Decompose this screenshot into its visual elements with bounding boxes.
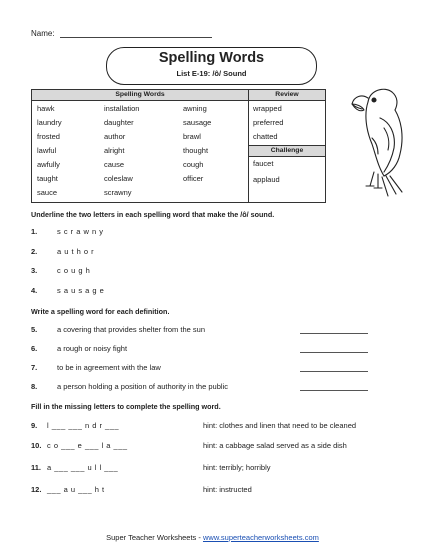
spelling-word-table (31, 89, 326, 203)
spelling-word: installation (104, 104, 140, 113)
page-title: Spelling Words (158, 50, 265, 66)
challenge-word: faucet (253, 159, 274, 168)
hint-text: hint: clothes and linen that need to be cleaned (203, 421, 357, 430)
item-number: 10. (31, 441, 42, 450)
item-word: c o u g h (57, 266, 91, 275)
review-word: chatted (253, 132, 278, 141)
list-subtitle: List E-19: /ô/ Sound (176, 69, 247, 78)
item-number: 1. (31, 227, 38, 236)
word-column-1 (37, 104, 62, 202)
spelling-word: cause (104, 160, 125, 169)
challenge-words (253, 159, 280, 191)
spelling-word: officer (183, 174, 204, 183)
item-number: 8. (31, 382, 38, 391)
answer-line[interactable] (300, 333, 368, 334)
review-word: preferred (253, 118, 284, 127)
spelling-word: brawl (183, 132, 201, 141)
answer-line[interactable] (300, 390, 368, 391)
spelling-word: coleslaw (104, 174, 133, 183)
spelling-word: awfully (37, 160, 60, 169)
item-number: 11. (31, 463, 42, 472)
item-number: 4. (31, 286, 38, 295)
definition-text: to be in agreement with the law (57, 363, 161, 372)
review-word: wrapped (253, 104, 282, 113)
fill-in-pattern[interactable]: c o ___ e ___ l a ___ (47, 441, 128, 450)
spelling-words-header: Spelling Words (32, 90, 248, 101)
section3-instruction: Fill in the missing letters to complete the spelling word. (31, 402, 221, 411)
fill-in-pattern[interactable]: l ___ ___ n d r ___ (47, 421, 120, 430)
section1-instruction: Underline the two letters in each spelling word that make the /ô/ sound. (31, 210, 275, 219)
answer-line[interactable] (300, 352, 368, 353)
section2-instruction: Write a spelling word for each definition. (31, 307, 170, 316)
spelling-word: taught (37, 174, 58, 183)
item-word: s a u s a g e (57, 286, 105, 295)
item-number: 6. (31, 344, 38, 353)
review-words (253, 104, 283, 146)
spelling-word: thought (183, 146, 209, 155)
hint-text: hint: a cabbage salad served as a side dish (203, 441, 347, 450)
spelling-word: laundry (37, 118, 62, 127)
name-label: Name: (31, 29, 55, 38)
item-number: 5. (31, 325, 38, 334)
name-line (60, 37, 212, 38)
spelling-word: daughter (104, 118, 134, 127)
item-number: 9. (31, 421, 38, 430)
definition-text: a person holding a position of authority in the public (57, 382, 228, 391)
challenge-word: applaud (253, 175, 280, 184)
item-number: 7. (31, 363, 38, 372)
item-number: 3. (31, 266, 38, 275)
item-word: a u t h o r (57, 247, 95, 256)
footer-text: Super Teacher Worksheets - (106, 533, 203, 542)
spelling-word: scrawny (104, 188, 132, 197)
spelling-word: frosted (37, 132, 60, 141)
spelling-word: hawk (37, 104, 55, 113)
footer-link[interactable]: www.superteacherworksheets.com (202, 533, 319, 542)
word-column-2 (104, 104, 139, 202)
spelling-word: lawful (37, 146, 57, 155)
item-number: 12. (31, 485, 42, 494)
item-word: s c r a w n y (57, 227, 104, 236)
spelling-word: author (104, 132, 126, 141)
spelling-word: alright (104, 146, 125, 155)
answer-line[interactable] (300, 371, 368, 372)
fill-in-pattern[interactable]: ___ a u ___ h t (47, 485, 105, 494)
footer (0, 533, 425, 542)
item-number: 2. (31, 247, 38, 256)
spelling-word: sausage (183, 118, 212, 127)
definition-text: a covering that provides shelter from the sun (57, 325, 205, 334)
definition-text: a rough or noisy fight (57, 344, 128, 353)
spelling-word: sauce (37, 188, 58, 197)
parrot-illustration (340, 82, 422, 202)
review-header: Review (249, 90, 325, 101)
hint-text: hint: instructed (203, 485, 252, 494)
spelling-word: awning (183, 104, 207, 113)
hint-text: hint: terribly; horribly (203, 463, 271, 472)
challenge-header: Challenge (249, 145, 325, 157)
spelling-word: cough (183, 160, 204, 169)
fill-in-pattern[interactable]: a ___ ___ u l l ___ (47, 463, 119, 472)
word-column-3 (183, 104, 211, 188)
